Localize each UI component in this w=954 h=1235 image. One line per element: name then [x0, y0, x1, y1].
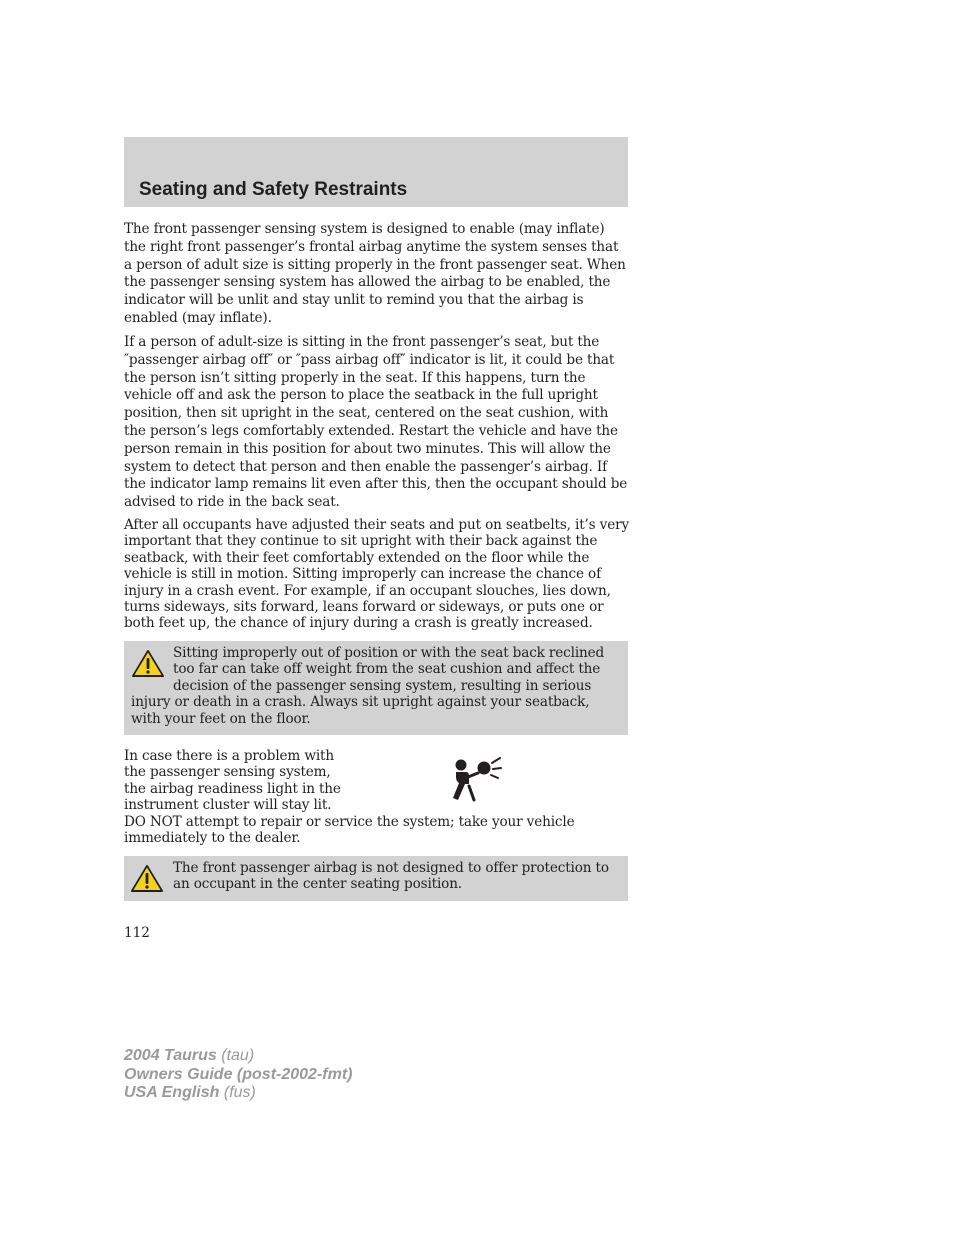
paragraph-sensing-system: The front passenger sensing system is designed to enable (may inflate) the right front passenger’s frontal airbag anytime the system senses that a person of adult size is sitting properly in the front passenger seat. When the passenger sensing system has allowed the airbag to be enabled, the indicator will be unlit and stay unlit to remind you that the airbag is enabled (may inflate).	[124, 221, 626, 326]
warning-box-position	[124, 641, 628, 735]
section-title: Seating and Safety Restraints	[139, 179, 408, 200]
footer-model: 2004 Taurus	[124, 1047, 217, 1064]
page-number: 112	[124, 925, 150, 941]
footer-line-language	[124, 1084, 352, 1103]
paragraph-sit-upright: After all occupants have adjusted their seats and put on seatbelts, it’s very important that they continue to sit upright with their back against the seatback, with their feet comfortably extended on the floor while the vehicle is still in motion. Sitting improperly can increase the chance of injury in a crash event. For example, if an occupant slouches, lies down, turns sideways, sits forward, leans forward or sideways, or puts one or both feet up, the chance of injury during a crash is greatly increased.	[124, 517, 629, 632]
footer-language: USA English	[124, 1084, 220, 1101]
footer-line-guide	[124, 1066, 352, 1085]
footer-language-code: (fus)	[223, 1084, 256, 1101]
paragraph-adult-size-person: If a person of adult-size is sitting in the front passenger’s seat, but the ″passenger airbag off″ or ″pass airbag off″ indicator is lit, it could be that the person isn’t sitting properly in the seat. If this happens, turn the vehicle off and ask the person to place the seatback in the full upright position, then sit upright in the seat, centered on the seat cushion, with the person’s legs comfortably extended. Restart the vehicle and have the person remain in this position for about two minutes. This will allow the system to detect that person and then enable the passenger’s airbag. If the indicator lamp remains lit even after this, then the occupant should be advised to ride in the back seat.	[124, 334, 628, 511]
document-footer	[124, 1047, 352, 1103]
footer-model-code: (tau)	[221, 1047, 255, 1064]
airbag-readiness-icon	[444, 754, 502, 802]
airbag-readiness-text: In case there is a problem with the passenger sensing system, the airbag readiness light in the instrument cluster will stay lit. DO NOT attempt to repair or service the system; take your vehicle immediately to the dealer.	[124, 748, 575, 847]
warning-triangle-icon	[131, 649, 165, 679]
footer-line-model	[124, 1047, 352, 1066]
section-header	[124, 137, 628, 207]
footer-guide: Owners Guide (post-2002-fmt)	[124, 1065, 353, 1083]
warning-text-center-seating: The front passenger airbag is not designed to offer protection to an occupant in the center seating position.	[173, 860, 609, 893]
warning-text-position: Sitting improperly out of position or with the seat back reclined too far can take off weight from the seat cushion and affect the decision of the passenger sensing system, resulting in serious injury or death in a crash. Always sit upright against your seatback, with your feet on the floor.	[131, 645, 605, 727]
warning-triangle-icon	[130, 864, 164, 894]
warning-box-center-seating	[124, 856, 628, 901]
airbag-readiness-section	[124, 748, 614, 846]
